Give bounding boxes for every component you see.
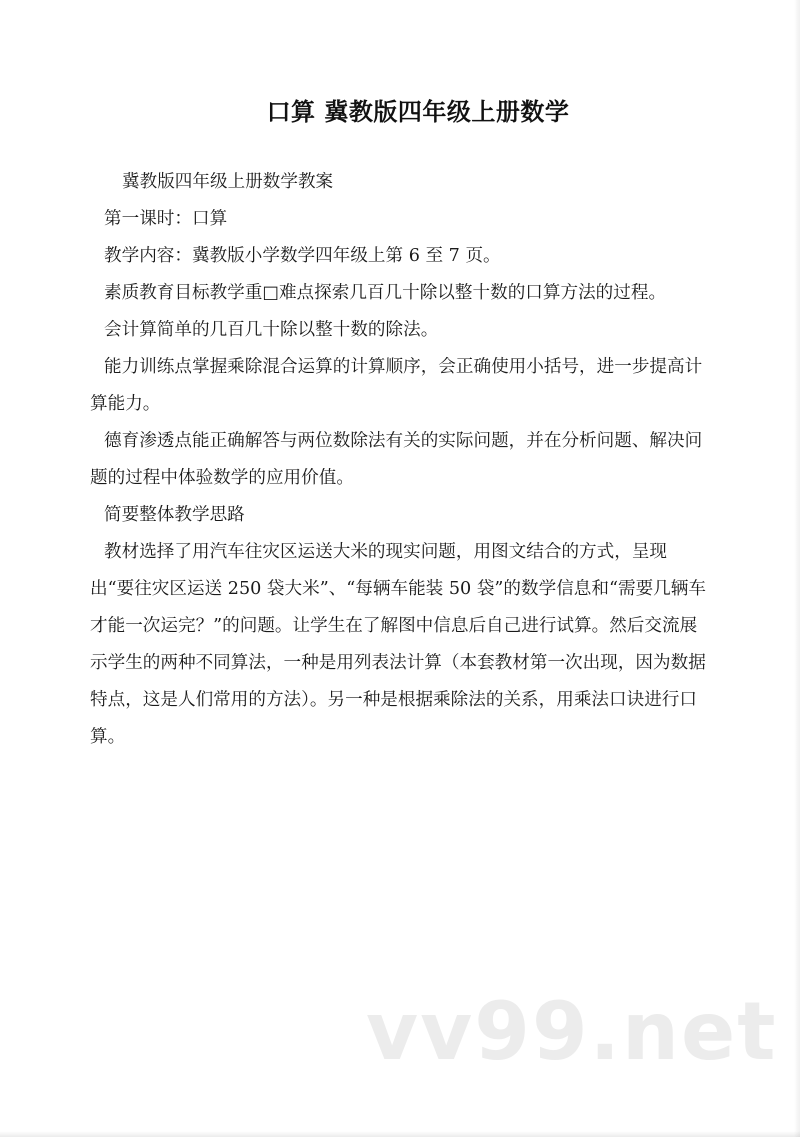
paragraph-key-points: 素质教育目标教学重□难点探索几百几十除以整十数的口算方法的过程。	[104, 283, 667, 303]
site-watermark: vv99.net	[366, 985, 778, 1078]
paragraph-lesson-plan-title: 冀教版四年级上册数学教案	[122, 172, 334, 192]
paragraph-teaching-content: 教学内容：冀教版小学数学四年级上第 6 至 7 页。	[104, 246, 501, 266]
paragraph-teaching-approach-heading: 简要整体教学思路	[104, 505, 245, 525]
paragraph-calculation-skill: 会计算简单的几百几十除以整十数的除法。	[104, 320, 439, 340]
page-right-edge	[794, 0, 800, 1137]
page-bottom-edge	[0, 1131, 800, 1137]
paragraph-teaching-approach: 教材选择了用汽车往灾区运送大米的现实问题，用图文结合的方式，呈现出“要往灾区运送 250 袋大米”、“每辆车能装 50 袋”的数学信息和“需要几辆车才能一次运完？”的问题。让学生在了解图中信息后自己进行试算。然后交流展示学生的两种不同算法，一种是用列表法计算（本套教材第一次出现，因为数据特点，这是人们常用的方法）。另一种是根据乘除法的关系，用乘法口诀进行口算。	[90, 542, 706, 747]
paragraph-ability-training: 能力训练点掌握乘除混合运算的计算顺序，会正确使用小括号，进一步提高计算能力。	[90, 357, 703, 414]
document-title: 口算 冀教版四年级上册数学	[266, 98, 570, 126]
paragraph-lesson-number: 第一课时：口算	[104, 209, 228, 229]
document-body	[90, 164, 710, 756]
paragraph-moral-education: 德育渗透点能正确解答与两位数除法有关的实际问题，并在分析问题、解决问题的过程中体验数学的应用价值。	[90, 431, 703, 488]
